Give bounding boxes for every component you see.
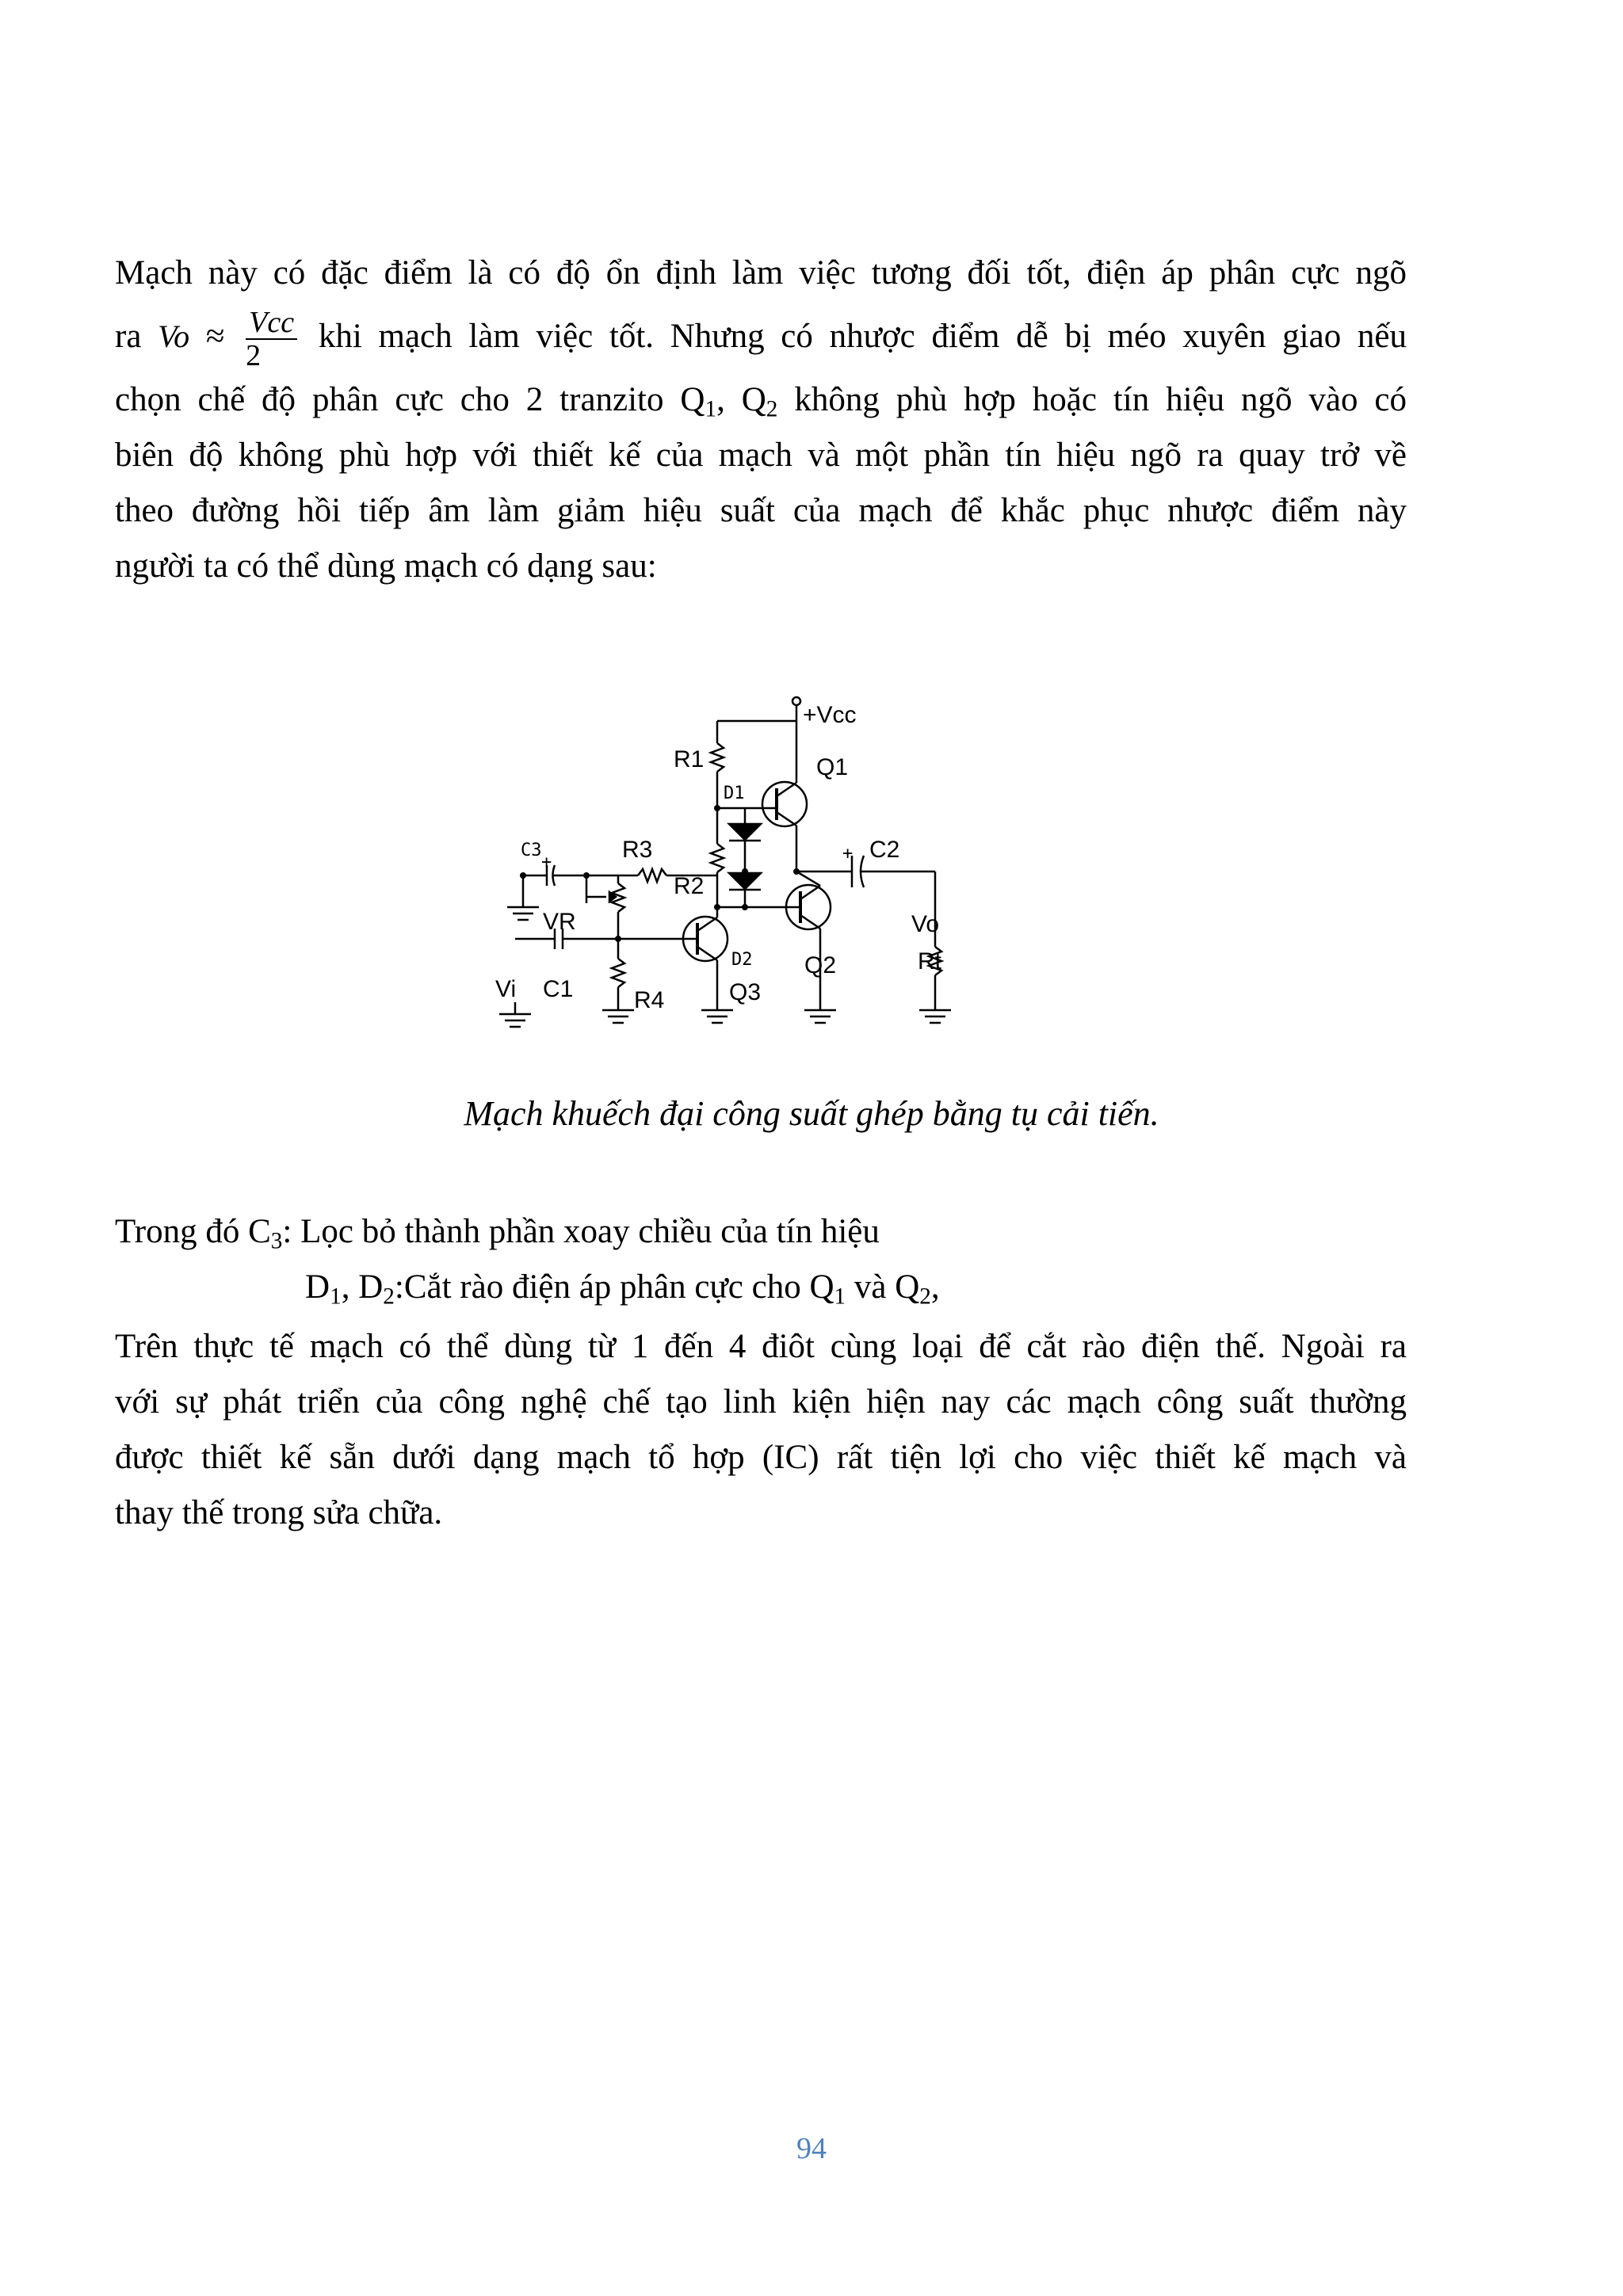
label-c2-plus: + — [842, 844, 854, 864]
text-line: thay thế trong sửa chữa. — [115, 1494, 443, 1531]
label-q1: Q1 — [816, 754, 849, 780]
label-r2: R2 — [674, 873, 705, 899]
label-vr: VR — [543, 909, 576, 935]
label-c3-plus: + — [541, 852, 552, 872]
subscript: 3 — [270, 1228, 283, 1254]
formula-denominator: 2 — [246, 339, 262, 373]
note-diodes — [115, 1260, 1407, 1315]
label-vi: Vi — [495, 976, 517, 1002]
paragraph-intro — [115, 246, 1407, 594]
text-fragment: , Q — [716, 381, 766, 418]
subscript: 1 — [330, 1283, 342, 1310]
label-rt: Rt — [918, 948, 941, 974]
component-notes — [115, 1204, 1407, 1315]
label-d1: D1 — [724, 784, 745, 803]
text-line: người ta có thể dùng mạch có dạng sau: — [115, 547, 657, 585]
formula-fraction — [246, 307, 297, 372]
subscript: 2 — [383, 1283, 395, 1310]
label-r3: R3 — [622, 837, 653, 863]
text-fragment: : Lọc bỏ thành phần xoay chiều của tín hiệu — [282, 1213, 880, 1250]
text-fragment: và Q — [846, 1268, 920, 1306]
formula-approx: ≈ — [205, 318, 225, 355]
label-q2: Q2 — [804, 952, 837, 978]
text-fragment: D — [305, 1268, 330, 1306]
text-line: theo đường hồi tiếp âm làm giảm hiệu suất của mạch để khắc phục nhược điểm này — [115, 492, 1407, 529]
label-c1: C1 — [543, 976, 574, 1002]
formula-vo: Vo — [158, 318, 190, 354]
subscript: 2 — [919, 1283, 931, 1310]
label-c3: C3 — [521, 841, 542, 860]
label-vo: Vo — [911, 911, 940, 937]
subscript: 1 — [834, 1283, 846, 1310]
subscript: 2 — [766, 396, 778, 422]
text-line — [115, 372, 1407, 428]
label-d2: D2 — [731, 950, 753, 970]
label-c2: C2 — [869, 837, 900, 863]
text-line: biên độ không phù hợp với thiết kế của mạch và một phần tín hiệu ngõ ra quay trở về — [115, 437, 1407, 474]
text-fragment: :Cắt rào điện áp phân cực cho Q — [394, 1268, 834, 1306]
note-c3 — [115, 1204, 1407, 1260]
text-fragment: ra — [115, 318, 142, 355]
text-line: Mạch này có đặc điểm là có độ ổn định làm việc tương đối tốt, điện áp phân cực ngõ — [115, 254, 1407, 292]
subscript: 1 — [705, 396, 717, 422]
text-fragment: , D — [341, 1268, 384, 1306]
label-r1: R1 — [674, 746, 705, 772]
paragraph-conclusion — [115, 1319, 1407, 1541]
text-line: với sự phát triển của công nghệ chế tạo linh kiện hiện nay các mạch công suất thường — [115, 1383, 1407, 1421]
formula-numerator: Vcc — [246, 307, 297, 340]
figure-caption: Mạch khuếch đại công suất ghép bằng tụ cải tiến. — [464, 1094, 1159, 1133]
text-line: được thiết kế sẵn dưới dạng mạch tổ hợp (IC) rất tiện lợi cho việc thiết kế mạch và — [115, 1439, 1407, 1476]
text-fragment: chọn chế độ phân cực cho 2 tranzito Q — [115, 381, 705, 418]
label-r4: R4 — [634, 987, 665, 1013]
text-line-formula — [115, 301, 1407, 372]
text-fragment: không phù hợp hoặc tín hiệu ngõ vào có — [777, 381, 1407, 418]
text-fragment: khi mạch làm việc tốt. Nhưng có nhược điểm dễ bị méo xuyên giao nếu — [318, 318, 1407, 355]
circuit-diagram — [487, 689, 1026, 1070]
label-q3: Q3 — [729, 979, 762, 1005]
label-vcc: +Vcc — [803, 702, 857, 728]
page-number: 94 — [796, 2132, 827, 2165]
text-line: Trên thực tế mạch có thể dùng từ 1 đến 4 điôt cùng loại để cắt rào điện thế. Ngoài ra — [115, 1328, 1407, 1365]
text-fragment: , — [930, 1268, 940, 1306]
text-fragment: Trong đó C — [115, 1213, 271, 1250]
